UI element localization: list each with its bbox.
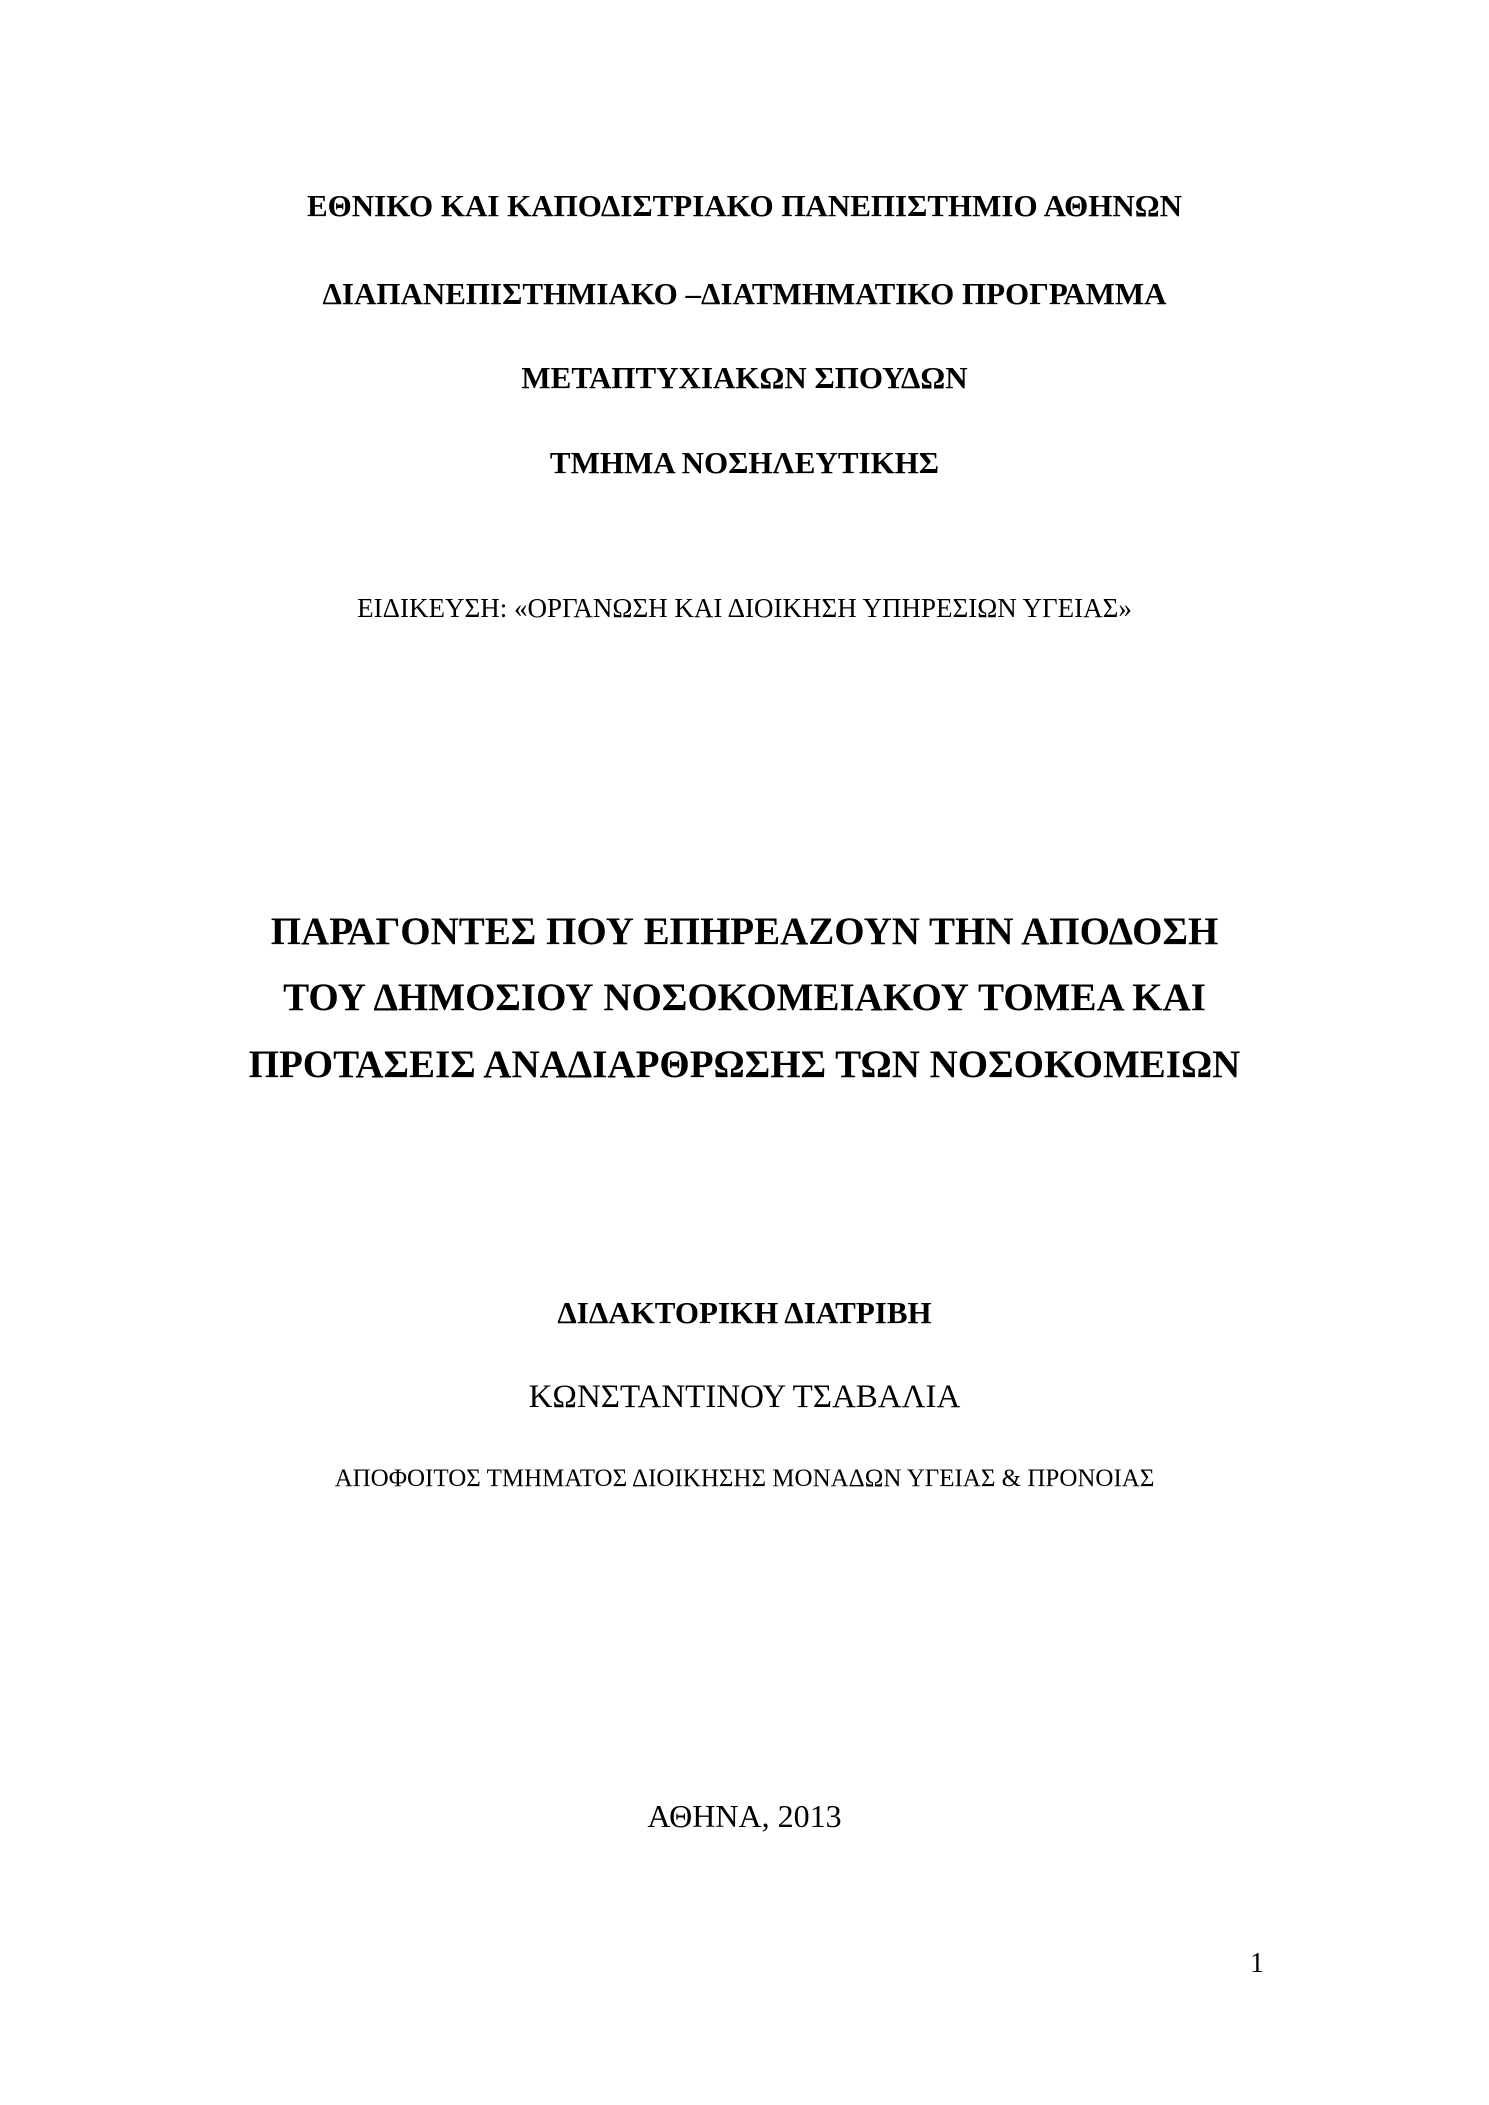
author-degree: ΑΠΟΦΟΙΤΟΣ ΤΜΗΜΑΤΟΣ ΔΙΟΙΚΗΣΗΣ ΜΟΝΑΔΩΝ ΥΓΕΙΑΣ & ΠΡΟΝΟΙΑΣ [334, 1465, 1155, 1492]
document-type: ΔΙΔΑΚΤΟΡΙΚΗ ΔΙΑΤΡΙΒΗ [557, 1295, 932, 1330]
program-title-line2: ΜΕΤΑΠΤΥΧΙΑΚΩΝ ΣΠΟΥΔΩΝ [521, 360, 968, 395]
thesis-title-line1: ΠΑΡΑΓΟΝΤΕΣ ΠΟΥ ΕΠΗΡΕΑΖΟΥΝ ΤΗΝ ΑΠΟΔΟΣΗ [270, 910, 1219, 953]
thesis-title-line3: ΠΡΟΤΑΣΕΙΣ ΑΝΑΔΙΑΡΘΡΩΣΗΣ ΤΩΝ ΝΟΣΟΚΟΜΕΙΩΝ [248, 1043, 1241, 1086]
thesis-title-line2: ΤΟΥ ΔΗΜΟΣΙΟΥ ΝΟΣΟΚΟΜΕΙΑΚΟΥ ΤΟΜΕΑ ΚΑΙ [283, 976, 1206, 1019]
place-date: ΑΘΗΝΑ, 2013 [647, 1798, 842, 1834]
page-number: 1 [1250, 1948, 1264, 1979]
specialization: ΕΙΔΙΚΕΥΣΗ: «ΟΡΓΑΝΩΣΗ ΚΑΙ ΔΙΟΙΚΗΣΗ ΥΠΗΡΕΣΙΩΝ ΥΓΕΙΑΣ» [357, 593, 1132, 623]
author-name: ΚΩΝΣΤΑΝΤΙΝΟΥ ΤΣΑΒΑΛΙΑ [528, 1379, 961, 1415]
university-name: ΕΘΝΙΚΟ ΚΑΙ ΚΑΠΟΔΙΣΤΡΙΑΚΟ ΠΑΝΕΠΙΣΤΗΜΙΟ ΑΘΗΝΩΝ [306, 188, 1183, 223]
program-title-line1: ΔΙΑΠΑΝΕΠΙΣΤΗΜΙΑΚΟ –ΔΙΑΤΜΗΜΑΤΙΚΟ ΠΡΟΓΡΑΜΜΑ [322, 276, 1167, 311]
department-name: ΤΜΗΜΑ ΝΟΣΗΛΕΥΤΙΚΗΣ [549, 445, 940, 480]
